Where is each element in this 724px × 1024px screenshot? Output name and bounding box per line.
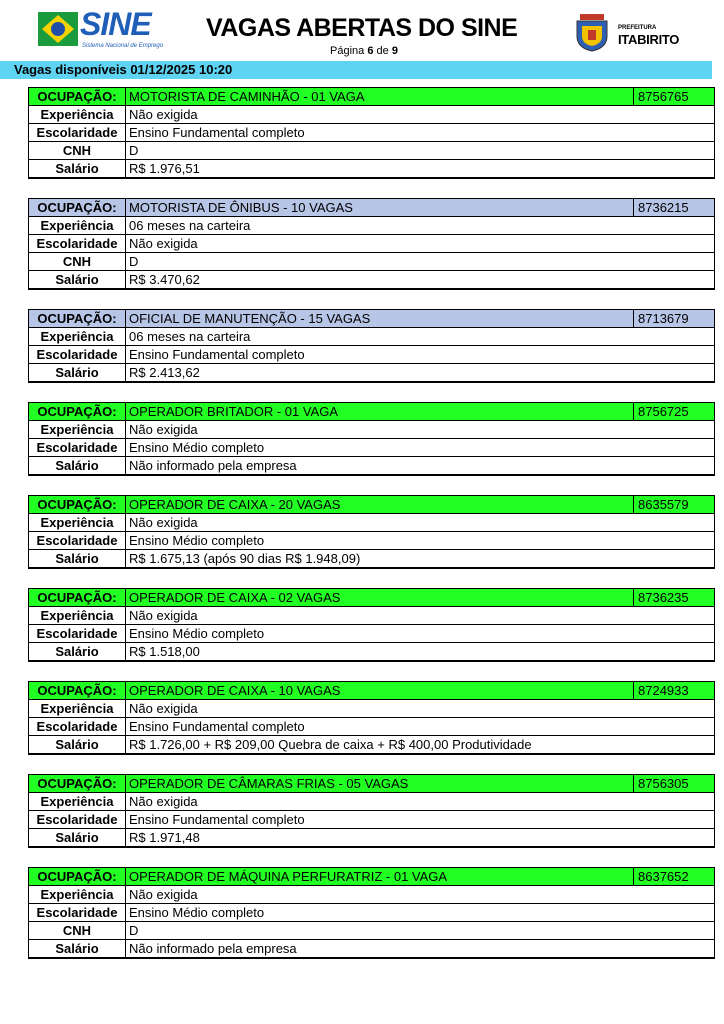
job-detail-row (29, 811, 715, 829)
ocupacao-label: OCUPAÇÃO: (29, 88, 126, 106)
job-title: OPERADOR DE MÁQUINA PERFURATRIZ - 01 VAGA (126, 868, 634, 886)
job-detail-row (29, 253, 715, 271)
page-current: 6 (367, 45, 374, 57)
job-detail-row (29, 718, 715, 736)
salario-label: Salário (29, 550, 126, 569)
job-detail-row (29, 514, 715, 532)
ocupacao-label: OCUPAÇÃO: (29, 403, 126, 421)
cnh-label: CNH (29, 142, 126, 160)
job-detail-row (29, 106, 715, 124)
salario-label: Salário (29, 160, 126, 179)
job-header-row (29, 310, 715, 328)
job-salario-value: R$ 1.976,51 (126, 160, 715, 179)
job-experiencia-value: Não exigida (126, 700, 715, 718)
escolaridade-label: Escolaridade (29, 235, 126, 253)
job-salario-value: Não informado pela empresa (126, 940, 715, 959)
job-salario-value: R$ 1.726,00 + R$ 209,00 Quebra de caixa + R$ 400,00 Produtividade (126, 736, 715, 755)
job-detail-row (29, 142, 715, 160)
job-detail-row (29, 793, 715, 811)
job-detail-row (29, 160, 715, 179)
salario-label: Salário (29, 643, 126, 662)
job-header-row (29, 496, 715, 514)
job-experiencia-value: Não exigida (126, 514, 715, 532)
job-experiencia-value: 06 meses na carteira (126, 328, 715, 346)
escolaridade-label: Escolaridade (29, 625, 126, 643)
job-salario-value: R$ 2.413,62 (126, 364, 715, 383)
salario-label: Salário (29, 736, 126, 755)
job-escolaridade-value: Ensino Fundamental completo (126, 718, 715, 736)
job-detail-row (29, 421, 715, 439)
ocupacao-label: OCUPAÇÃO: (29, 682, 126, 700)
prefeitura-logo (574, 12, 689, 54)
job-detail-row (29, 736, 715, 755)
job-detail-row (29, 922, 715, 940)
job-detail-row (29, 439, 715, 457)
job-code: 8635579 (634, 496, 715, 514)
ocupacao-label: OCUPAÇÃO: (29, 310, 126, 328)
job-salario-value: R$ 1.971,48 (126, 829, 715, 848)
job-experiencia-value: Não exigida (126, 106, 715, 124)
job-header-row (29, 775, 715, 793)
job-detail-row (29, 550, 715, 569)
job-card (28, 402, 715, 476)
job-detail-row (29, 457, 715, 476)
escolaridade-label: Escolaridade (29, 532, 126, 550)
sine-logo-text: SINE (80, 6, 151, 42)
job-salario-value: R$ 1.675,13 (após 90 dias R$ 1.948,09) (126, 550, 715, 569)
job-list (28, 87, 715, 978)
job-experiencia-value: Não exigida (126, 421, 715, 439)
job-card (28, 87, 715, 179)
experiencia-label: Experiência (29, 700, 126, 718)
job-code: 8713679 (634, 310, 715, 328)
ocupacao-label: OCUPAÇÃO: (29, 868, 126, 886)
job-escolaridade-value: Ensino Médio completo (126, 625, 715, 643)
escolaridade-label: Escolaridade (29, 904, 126, 922)
job-experiencia-value: Não exigida (126, 607, 715, 625)
job-card (28, 588, 715, 662)
job-escolaridade-value: Ensino Fundamental completo (126, 811, 715, 829)
job-code: 8756725 (634, 403, 715, 421)
job-detail-row (29, 217, 715, 235)
job-detail-row (29, 643, 715, 662)
job-experiencia-value: Não exigida (126, 793, 715, 811)
job-escolaridade-value: Ensino Médio completo (126, 439, 715, 457)
job-code: 8756765 (634, 88, 715, 106)
job-header-row (29, 868, 715, 886)
job-code: 8637652 (634, 868, 715, 886)
job-detail-row (29, 364, 715, 383)
job-header-row (29, 403, 715, 421)
job-title: MOTORISTA DE ÔNIBUS - 10 VAGAS (126, 199, 634, 217)
cnh-label: CNH (29, 253, 126, 271)
escolaridade-label: Escolaridade (29, 718, 126, 736)
job-cnh-value: D (126, 253, 715, 271)
experiencia-label: Experiência (29, 607, 126, 625)
job-salario-value: R$ 1.518,00 (126, 643, 715, 662)
job-detail-row (29, 271, 715, 290)
escolaridade-label: Escolaridade (29, 124, 126, 142)
job-detail-row (29, 829, 715, 848)
availability-band (0, 61, 712, 79)
escolaridade-label: Escolaridade (29, 346, 126, 364)
job-salario-value: Não informado pela empresa (126, 457, 715, 476)
job-code: 8724933 (634, 682, 715, 700)
experiencia-label: Experiência (29, 514, 126, 532)
job-experiencia-value: Não exigida (126, 886, 715, 904)
job-card (28, 309, 715, 383)
job-code: 8736235 (634, 589, 715, 607)
job-title: OPERADOR DE CAIXA - 10 VAGAS (126, 682, 634, 700)
job-salario-value: R$ 3.470,62 (126, 271, 715, 290)
brazil-flag-icon (38, 12, 78, 46)
job-header-row (29, 682, 715, 700)
job-detail-row (29, 328, 715, 346)
job-title: OPERADOR BRITADOR - 01 VAGA (126, 403, 634, 421)
sine-logo (38, 6, 164, 54)
ocupacao-label: OCUPAÇÃO: (29, 589, 126, 607)
job-card (28, 867, 715, 959)
job-title: OPERADOR DE CAIXA - 20 VAGAS (126, 496, 634, 514)
ocupacao-label: OCUPAÇÃO: (29, 199, 126, 217)
job-escolaridade-value: Ensino Fundamental completo (126, 346, 715, 364)
job-card (28, 198, 715, 290)
job-cnh-value: D (126, 142, 715, 160)
job-header-row (29, 589, 715, 607)
job-detail-row (29, 700, 715, 718)
salario-label: Salário (29, 940, 126, 959)
job-title: OPERADOR DE CAIXA - 02 VAGAS (126, 589, 634, 607)
salario-label: Salário (29, 457, 126, 476)
job-title: OPERADOR DE CÂMARAS FRIAS - 05 VAGAS (126, 775, 634, 793)
salario-label: Salário (29, 364, 126, 383)
page-title: VAGAS ABERTAS DO SINE (206, 14, 518, 42)
experiencia-label: Experiência (29, 793, 126, 811)
salario-label: Salário (29, 271, 126, 290)
experiencia-label: Experiência (29, 106, 126, 124)
sine-logo-subtitle: Sistema Nacional de Emprego (82, 43, 164, 49)
cnh-label: CNH (29, 922, 126, 940)
page-header (0, 0, 724, 60)
experiencia-label: Experiência (29, 217, 126, 235)
job-escolaridade-value: Ensino Médio completo (126, 904, 715, 922)
experiencia-label: Experiência (29, 328, 126, 346)
job-detail-row (29, 346, 715, 364)
job-card (28, 774, 715, 848)
page-indicator (330, 45, 398, 57)
ocupacao-label: OCUPAÇÃO: (29, 496, 126, 514)
job-escolaridade-value: Não exigida (126, 235, 715, 253)
ocupacao-label: OCUPAÇÃO: (29, 775, 126, 793)
job-detail-row (29, 124, 715, 142)
city-name: ITABIRITO (618, 32, 680, 47)
experiencia-label: Experiência (29, 421, 126, 439)
prefeitura-label: PREFEITURA (618, 25, 657, 31)
job-header-row (29, 199, 715, 217)
job-detail-row (29, 607, 715, 625)
job-escolaridade-value: Ensino Fundamental completo (126, 124, 715, 142)
availability-date: Vagas disponíveis 01/12/2025 10:20 (14, 62, 233, 77)
job-detail-row (29, 235, 715, 253)
page-sep: de (376, 45, 389, 57)
job-code: 8756305 (634, 775, 715, 793)
job-title: OFICIAL DE MANUTENÇÃO - 15 VAGAS (126, 310, 634, 328)
escolaridade-label: Escolaridade (29, 811, 126, 829)
job-card (28, 681, 715, 755)
job-header-row (29, 88, 715, 106)
job-detail-row (29, 532, 715, 550)
job-detail-row (29, 904, 715, 922)
job-detail-row (29, 625, 715, 643)
page-prefix: Página (330, 45, 365, 57)
job-experiencia-value: 06 meses na carteira (126, 217, 715, 235)
job-detail-row (29, 886, 715, 904)
experiencia-label: Experiência (29, 886, 126, 904)
job-title: MOTORISTA DE CAMINHÃO - 01 VAGA (126, 88, 634, 106)
job-escolaridade-value: Ensino Médio completo (126, 532, 715, 550)
escolaridade-label: Escolaridade (29, 439, 126, 457)
job-code: 8736215 (634, 199, 715, 217)
job-cnh-value: D (126, 922, 715, 940)
page-total: 9 (391, 45, 398, 57)
city-crest-icon (574, 12, 610, 52)
salario-label: Salário (29, 829, 126, 848)
job-detail-row (29, 940, 715, 959)
job-card (28, 495, 715, 569)
